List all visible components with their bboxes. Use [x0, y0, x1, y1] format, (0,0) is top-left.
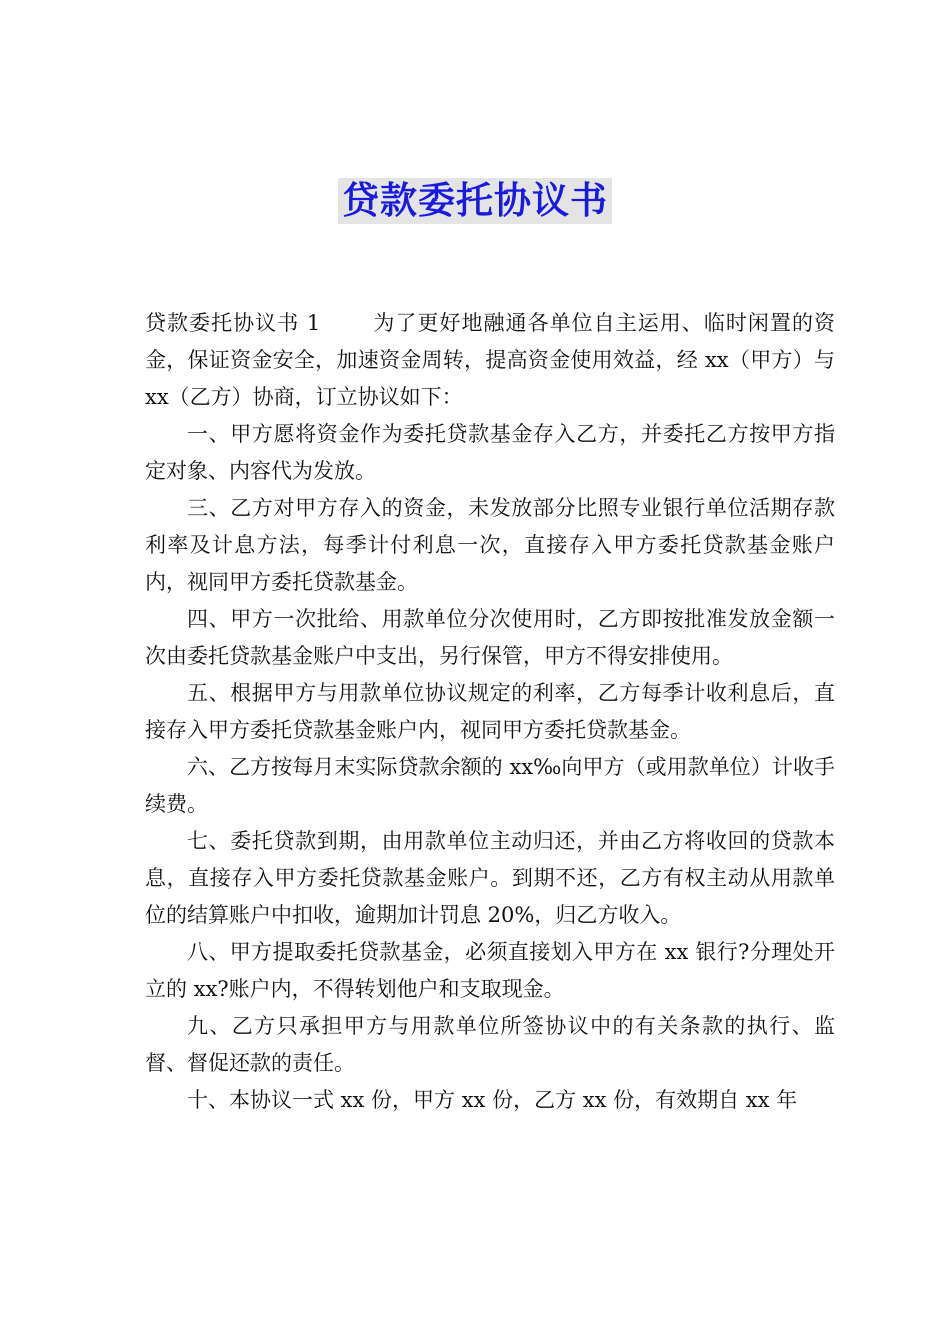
document-body	[145, 305, 835, 1119]
intro-text: 为了更好地融通各单位自主运用、临时闲置的资金，保证资金安全，加速资金周转，提高资金使用效益，经 xx（甲方）与 xx（乙方）协商，订立协议如下：	[145, 311, 836, 409]
clause-paragraph: 五、根据甲方与用款单位协议规定的利率，乙方每季计收利息后，直接存入甲方委托贷款基金账户内，视同甲方委托贷款基金。	[145, 681, 835, 742]
clause-paragraph: 七、委托贷款到期，由用款单位主动归还，并由乙方将收回的贷款本息，直接存入甲方委托贷款基金账户。到期不还，乙方有权主动从用款单位的结算账户中扣收，逾期加计罚息 20%，归乙方收入。	[145, 829, 835, 927]
title-area	[0, 178, 950, 224]
intro-paragraph	[145, 305, 835, 416]
clause-paragraph: 六、乙方按每月末实际贷款余额的 xx‰向甲方（或用款单位）计收手续费。	[145, 755, 835, 816]
intro-label: 贷款委托协议书 1	[145, 311, 321, 335]
clause-paragraph: 九、乙方只承担甲方与用款单位所签协议中的有关条款的执行、监督、督促还款的责任。	[145, 1014, 835, 1075]
document-title: 贷款委托协议书	[338, 178, 612, 224]
clause-paragraph: 一、甲方愿将资金作为委托贷款基金存入乙方，并委托乙方按甲方指定对象、内容代为发放。	[145, 422, 835, 483]
clause-paragraph: 三、乙方对甲方存入的资金，未发放部分比照专业银行单位活期存款利率及计息方法，每季计付利息一次，直接存入甲方委托贷款基金账户内，视同甲方委托贷款基金。	[145, 496, 835, 594]
clause-paragraph: 十、本协议一式 xx 份，甲方 xx 份，乙方 xx 份，有效期自 xx 年	[187, 1088, 798, 1112]
clause-paragraph: 八、甲方提取委托贷款基金，必须直接划入甲方在 xx 银行?分理处开立的 xx?账户内，不得转划他户和支取现金。	[145, 940, 835, 1001]
clause-paragraph: 四、甲方一次批给、用款单位分次使用时，乙方即按批准发放金额一次由委托贷款基金账户中支出，另行保管，甲方不得安排使用。	[145, 607, 835, 668]
